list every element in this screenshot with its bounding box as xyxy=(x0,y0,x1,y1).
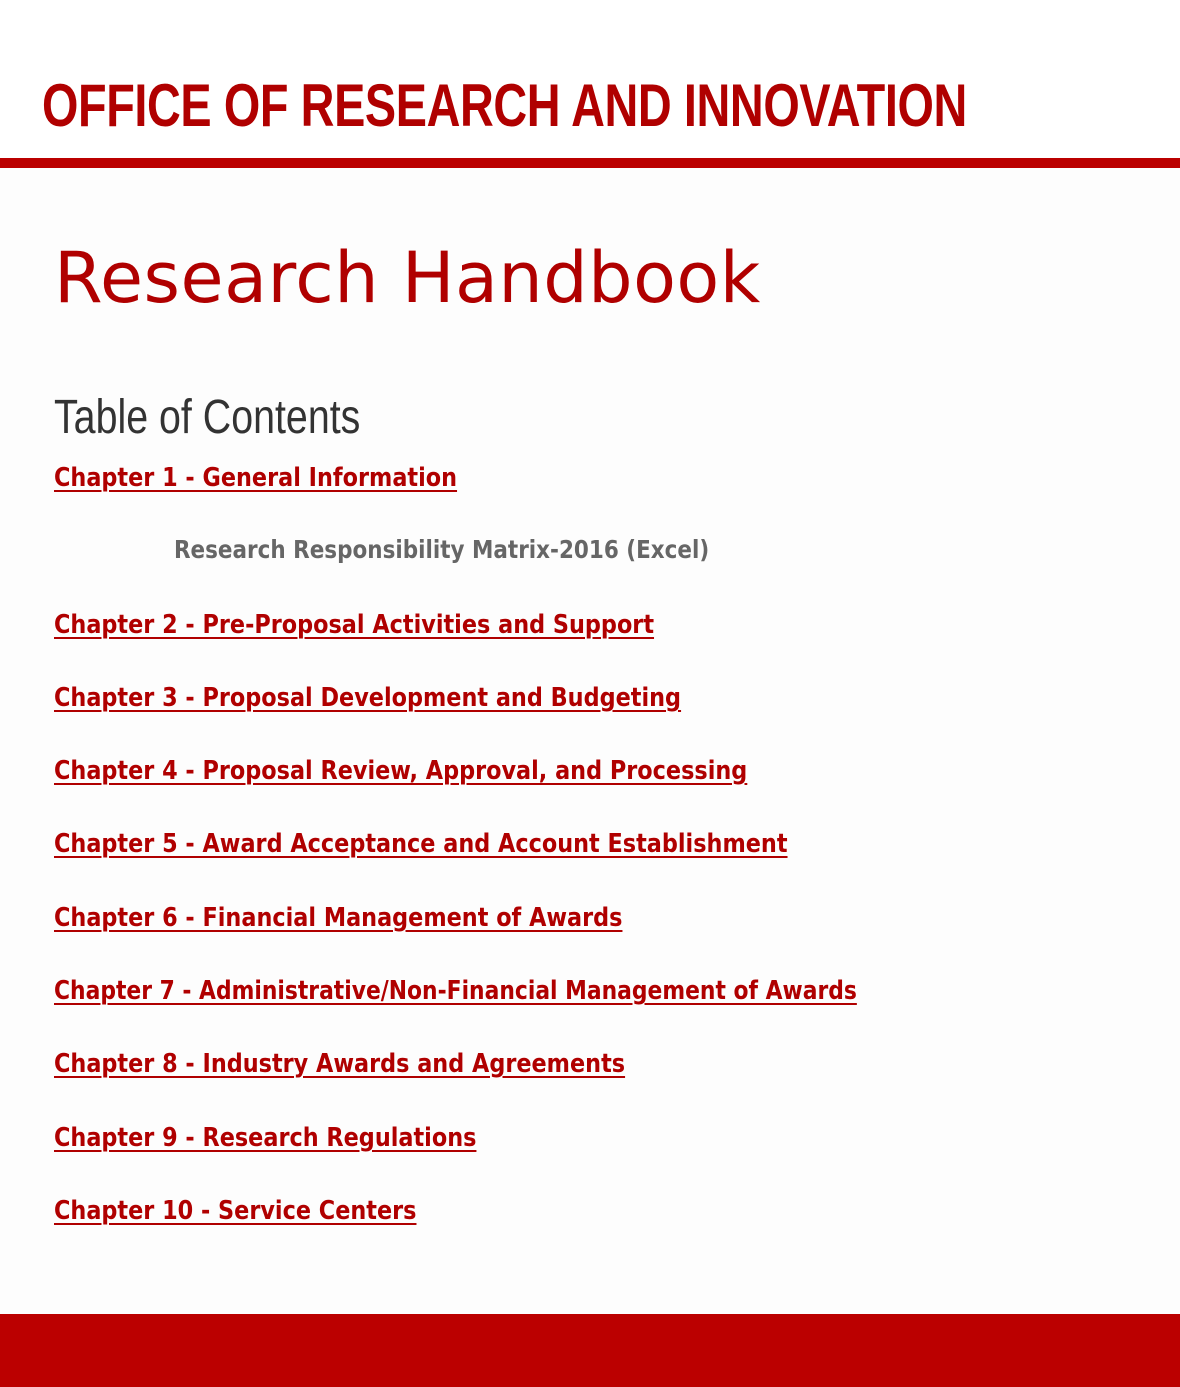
toc-link-chapter-7[interactable]: Chapter 7 - Administrative/Non-Financial Management of Awards xyxy=(54,976,857,1006)
toc-heading: Table of Contents xyxy=(54,391,361,444)
toc-link-chapter-9[interactable]: Chapter 9 - Research Regulations xyxy=(54,1123,477,1153)
main-content xyxy=(0,168,1180,1314)
site-header xyxy=(0,0,1180,158)
toc-link-chapter-5[interactable]: Chapter 5 - Award Acceptance and Account Establishment xyxy=(54,829,788,859)
toc-link-chapter-3[interactable]: Chapter 3 - Proposal Development and Budgeting xyxy=(54,683,682,713)
toc-link-chapter-1[interactable]: Chapter 1 - General Information xyxy=(54,463,458,493)
footer-bar xyxy=(0,1314,1180,1387)
header-divider xyxy=(0,158,1180,168)
toc-link-chapter-6[interactable]: Chapter 6 - Financial Management of Awards xyxy=(54,903,623,933)
toc-sub-responsibility-matrix: Research Responsibility Matrix-2016 (Excel) xyxy=(174,535,710,564)
toc-link-chapter-2[interactable]: Chapter 2 - Pre-Proposal Activities and Support xyxy=(54,610,655,640)
page-title: Research Handbook xyxy=(54,237,761,319)
toc-link-chapter-8[interactable]: Chapter 8 - Industry Awards and Agreements xyxy=(54,1049,626,1079)
office-title: OFFICE OF RESEARCH AND INNOVATION xyxy=(42,72,967,139)
toc-link-chapter-10[interactable]: Chapter 10 - Service Centers xyxy=(54,1196,417,1226)
toc-link-chapter-4[interactable]: Chapter 4 - Proposal Review, Approval, and Processing xyxy=(54,756,748,786)
